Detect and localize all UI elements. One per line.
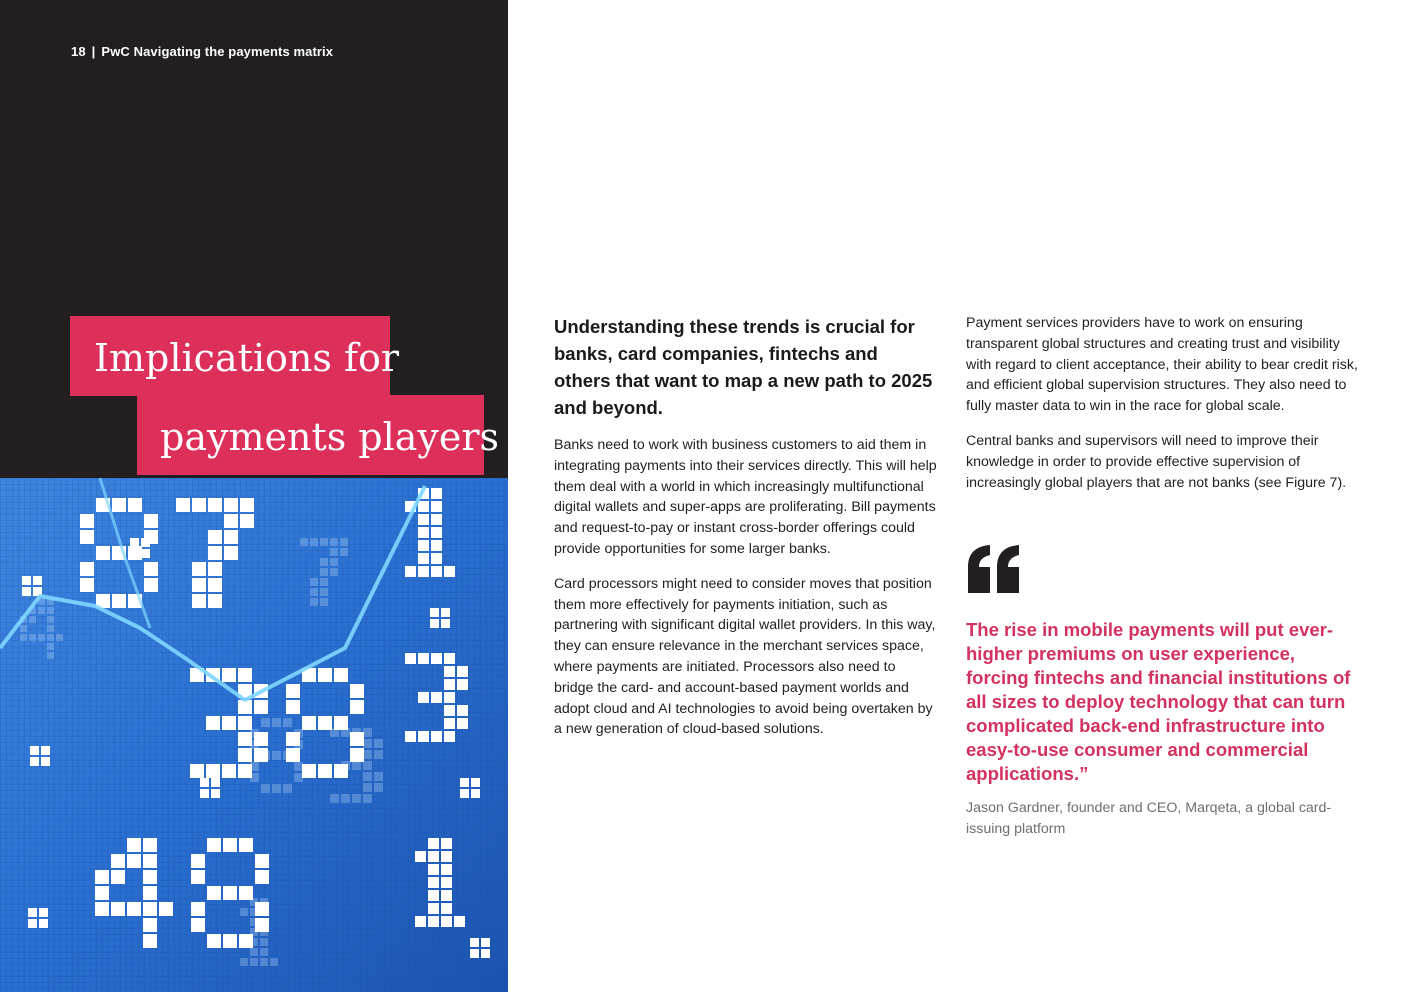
body-paragraph-central-banks: Central banks and supervisors will need to improve their knowledge in order to provide effective supervision of increasingly global players that are not banks (see Figure 7).: [966, 432, 1347, 491]
pull-quote: The rise in mobile payments will put ever-higher premiums on user experience, forcing fintechs and financial institutions of all sizes to deploy technology that can turn complicated back-end infrastructure into easy-to-use consumer and commercial applications.”: [966, 619, 1351, 785]
quote-attribution: Jason Gardner, founder and CEO, Marqeta, a global card-issuing platform: [966, 800, 1332, 838]
body-paragraph-banks: Banks need to work with business customers to aid them in integrating payments into their services directly. This will help them deal with a world in which increasingly multifunctional digital wallets and super-apps are proliferating. Bill payments and request-to-pay or instant cross-border offerings could provide opportunities for some larger banks.: [554, 437, 937, 557]
digital-stock-ticker-image: [0, 478, 508, 992]
publication-title: PwC Navigating the payments matrix: [101, 44, 334, 59]
section-title-line-2: [137, 395, 500, 475]
section-title-text-2: payments players: [160, 415, 500, 459]
body-paragraph-payment-providers: Payment services providers have to work on ensuring transparent global structures and creating trust and visibility with regard to client acceptance, their ability to bear credit risk, and efficient global supervision structures. They also need to fully master data to win in the race for global scale.: [966, 315, 1358, 415]
ticker-illustration: [0, 478, 508, 992]
section-title-line-1: [70, 316, 400, 396]
intro-paragraph: Understanding these trends is crucial for banks, card companies, fintechs and others that want to map a new path to 2025 and beyond.: [554, 316, 933, 418]
page-number: 18: [71, 44, 86, 59]
quotation-mark-icon: [966, 545, 1022, 595]
section-title-text-1: Implications for: [94, 336, 400, 380]
text-column-left: [554, 313, 938, 754]
text-column-right: [966, 313, 1358, 840]
page-header: [71, 44, 333, 59]
body-paragraph-card-processors: Card processors might need to consider moves that position them more effectively for payments initiation, such as partnering with significant digital wallet providers. In this way, they can ensure relevance in the merchant services space, where payments are initiated. Processors also need to bridge the card- and account-based payment worlds and adopt cloud and AI technologies to avoid being overtaken by a new generation of cloud-based solutions.: [554, 575, 936, 738]
header-separator: |: [91, 44, 96, 59]
